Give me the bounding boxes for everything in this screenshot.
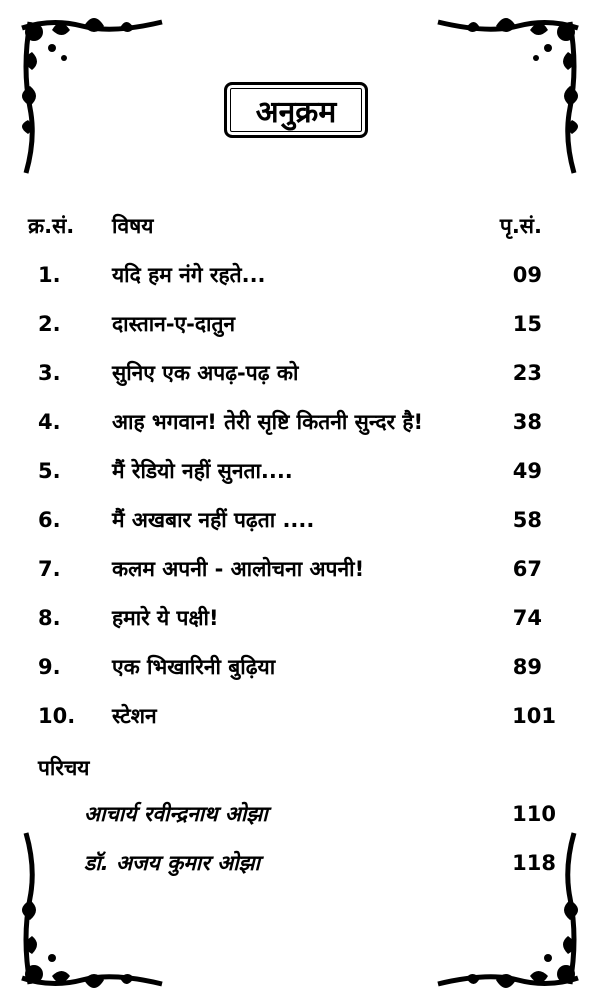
entry-page: 74 bbox=[512, 606, 542, 630]
entry-number: 8. bbox=[38, 606, 61, 630]
entry-page: 67 bbox=[512, 557, 542, 581]
entry-title: मैं अखबार नहीं पढ़ता .... bbox=[112, 508, 315, 532]
entry-title: दास्तान-ए-दातुन bbox=[112, 312, 236, 336]
entry-title: मैं रेडियो नहीं सुनता.... bbox=[112, 459, 293, 483]
intro-section-label: परिचय bbox=[38, 756, 90, 780]
entry-page: 49 bbox=[512, 459, 542, 483]
contents-row bbox=[0, 698, 600, 734]
entry-number: 7. bbox=[38, 557, 61, 581]
entry-title: कलम अपनी - आलोचना अपनी! bbox=[112, 557, 365, 581]
floral-ornament-icon bbox=[418, 8, 588, 178]
contents-row bbox=[0, 551, 600, 587]
entry-number: 2. bbox=[38, 312, 61, 336]
entry-title: हमारे ये पक्षी! bbox=[112, 606, 219, 630]
entry-number: 9. bbox=[38, 655, 61, 679]
entry-number: 6. bbox=[38, 508, 61, 532]
entry-page: 23 bbox=[512, 361, 542, 385]
intro-row bbox=[0, 845, 600, 881]
entry-page: 09 bbox=[512, 263, 542, 287]
entry-number: 3. bbox=[38, 361, 61, 385]
entry-number: 10. bbox=[38, 704, 76, 728]
entry-page: 38 bbox=[512, 410, 542, 434]
entry-title: आह भगवान! तेरी सृष्टि कितनी सुन्दर है! bbox=[112, 410, 424, 434]
contents-row bbox=[0, 257, 600, 293]
intro-entry-page: 118 bbox=[512, 851, 556, 875]
intro-row bbox=[0, 796, 600, 832]
contents-row bbox=[0, 453, 600, 489]
entry-number: 1. bbox=[38, 263, 61, 287]
contents-row bbox=[0, 649, 600, 685]
intro-entry-title: आचार्य रवीन्द्रनाथ ओझा bbox=[84, 802, 268, 826]
contents-row bbox=[0, 355, 600, 391]
subject-header: विषय bbox=[112, 214, 154, 238]
title-box bbox=[224, 82, 368, 138]
entry-title: यदि हम नंगे रहते... bbox=[112, 263, 266, 287]
contents-row bbox=[0, 404, 600, 440]
intro-entry-title: डॉ. अजय कुमार ओझा bbox=[84, 851, 260, 875]
entry-title: स्टेशन bbox=[112, 704, 157, 728]
entry-title: सुनिए एक अपढ़-पढ़ को bbox=[112, 361, 299, 385]
page-title: अनुक्रम bbox=[255, 94, 337, 130]
entry-number: 5. bbox=[38, 459, 61, 483]
entry-title: एक भिखारिनी बुढ़िया bbox=[112, 655, 276, 679]
floral-ornament-icon bbox=[12, 8, 182, 178]
page-number-header: पृ.सं. bbox=[499, 214, 542, 238]
contents-row bbox=[0, 600, 600, 636]
entry-page: 58 bbox=[512, 508, 542, 532]
contents-header-row bbox=[0, 208, 600, 244]
intro-entry-page: 110 bbox=[512, 802, 556, 826]
contents-row bbox=[0, 502, 600, 538]
serial-header: क्र.सं. bbox=[28, 214, 75, 238]
entry-page: 101 bbox=[512, 704, 556, 728]
entry-page: 15 bbox=[512, 312, 542, 336]
corner-ornament-top-left bbox=[12, 8, 182, 178]
contents-row bbox=[0, 306, 600, 342]
entry-number: 4. bbox=[38, 410, 61, 434]
entry-page: 89 bbox=[512, 655, 542, 679]
corner-ornament-top-right bbox=[418, 8, 588, 178]
